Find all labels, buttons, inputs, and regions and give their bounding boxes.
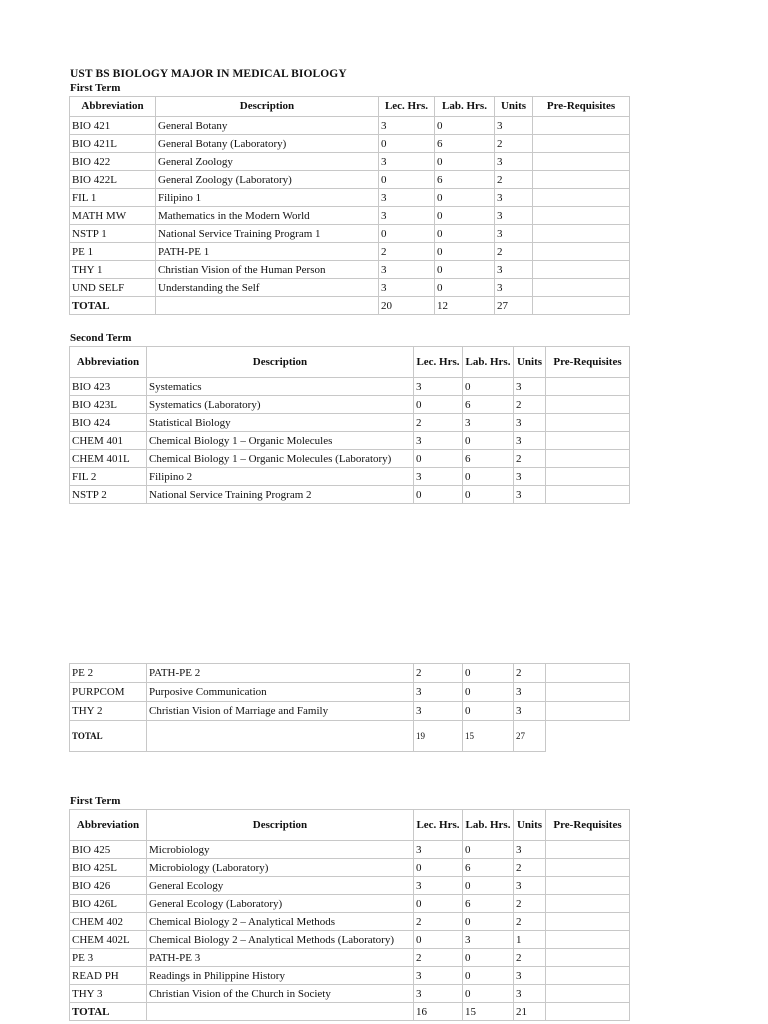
course-row: [70, 683, 630, 702]
lec-hours: 2: [414, 664, 463, 683]
course-row: [70, 171, 630, 189]
course-row: [70, 153, 630, 171]
lab-hours: 0: [463, 985, 514, 1003]
prerequisites: [533, 261, 630, 279]
lec-hours: 2: [414, 414, 463, 432]
lec-hours: 3: [414, 702, 463, 721]
lec-hours: 3: [414, 877, 463, 895]
lab-hours: 0: [435, 153, 495, 171]
course-code: NSTP 2: [70, 486, 147, 504]
term-3-label: First Term: [70, 795, 121, 807]
course-code: THY 3: [70, 985, 147, 1003]
prerequisites: [546, 985, 630, 1003]
units: 2: [495, 243, 533, 261]
course-code: NSTP 1: [70, 225, 156, 243]
course-code: FIL 1: [70, 189, 156, 207]
units: 2: [495, 135, 533, 153]
lab-hours: 3: [463, 414, 514, 432]
lec-hours: 3: [414, 985, 463, 1003]
lab-hours: 0: [435, 243, 495, 261]
total-prerequisites: [546, 1003, 630, 1021]
total-label: TOTAL: [70, 1003, 147, 1021]
units: 3: [514, 468, 546, 486]
prerequisites: [533, 171, 630, 189]
units: 3: [514, 877, 546, 895]
course-code: BIO 422L: [70, 171, 156, 189]
lab-hours: 3: [463, 931, 514, 949]
lab-hours: 0: [463, 702, 514, 721]
course-description: General Botany (Laboratory): [156, 135, 379, 153]
prerequisites: [546, 949, 630, 967]
term-1-header-row: [70, 97, 630, 117]
prerequisites: [533, 153, 630, 171]
course-description: Filipino 1: [156, 189, 379, 207]
prerequisites: [546, 702, 630, 721]
lab-hours: 0: [463, 378, 514, 396]
course-row: [70, 913, 630, 931]
prerequisites: [533, 189, 630, 207]
course-code: BIO 426: [70, 877, 147, 895]
units: 2: [495, 171, 533, 189]
course-code: PE 2: [70, 664, 147, 683]
lec-hours: 3: [414, 841, 463, 859]
total-lab-hours: 15: [463, 721, 514, 752]
course-code: CHEM 401: [70, 432, 147, 450]
units: 3: [495, 261, 533, 279]
units: 2: [514, 895, 546, 913]
course-row: [70, 450, 630, 468]
units: 3: [495, 225, 533, 243]
course-description: General Ecology (Laboratory): [147, 895, 414, 913]
course-description: Systematics: [147, 378, 414, 396]
course-description: Christian Vision of the Church in Society: [147, 985, 414, 1003]
prerequisites: [533, 117, 630, 135]
prerequisites: [546, 913, 630, 931]
course-row: [70, 468, 630, 486]
course-description: Statistical Biology: [147, 414, 414, 432]
prerequisites: [546, 895, 630, 913]
course-description: PATH-PE 2: [147, 664, 414, 683]
course-code: READ PH: [70, 967, 147, 985]
col-abbreviation: Abbreviation: [70, 810, 147, 841]
term-1-label: First Term: [70, 82, 121, 94]
prerequisites: [546, 859, 630, 877]
lec-hours: 3: [414, 378, 463, 396]
total-units: 21: [514, 1003, 546, 1021]
units: 3: [514, 702, 546, 721]
course-code: CHEM 401L: [70, 450, 147, 468]
lec-hours: 3: [379, 261, 435, 279]
term-1-table: [69, 96, 630, 315]
course-code: UND SELF: [70, 279, 156, 297]
total-prerequisites: [546, 721, 630, 752]
col-units: Units: [514, 347, 546, 378]
prerequisites: [546, 931, 630, 949]
lab-hours: 6: [463, 895, 514, 913]
course-code: PE 3: [70, 949, 147, 967]
course-row: [70, 931, 630, 949]
prerequisites: [546, 967, 630, 985]
lab-hours: 6: [435, 135, 495, 153]
document-title: UST BS BIOLOGY MAJOR IN MEDICAL BIOLOGY: [70, 68, 347, 80]
course-row: [70, 207, 630, 225]
units: 2: [514, 859, 546, 877]
total-label: TOTAL: [70, 297, 156, 315]
col-lab-hrs: Lab. Hrs.: [463, 347, 514, 378]
lab-hours: 0: [463, 664, 514, 683]
lab-hours: 0: [435, 207, 495, 225]
col-abbreviation: Abbreviation: [70, 97, 156, 117]
course-row: [70, 414, 630, 432]
lec-hours: 3: [379, 153, 435, 171]
course-row: [70, 378, 630, 396]
total-label: TOTAL: [70, 721, 147, 752]
course-code: BIO 422: [70, 153, 156, 171]
course-code: PURPCOM: [70, 683, 147, 702]
term-2-continued-table: [69, 663, 630, 752]
course-row: [70, 279, 630, 297]
course-row: [70, 432, 630, 450]
total-row: [70, 721, 630, 752]
lec-hours: 2: [379, 243, 435, 261]
course-code: BIO 424: [70, 414, 147, 432]
units: 3: [495, 117, 533, 135]
prerequisites: [546, 432, 630, 450]
units: 2: [514, 913, 546, 931]
units: 3: [495, 207, 533, 225]
course-row: [70, 189, 630, 207]
prerequisites: [546, 664, 630, 683]
course-row: [70, 117, 630, 135]
lab-hours: 0: [463, 877, 514, 895]
total-lec-hours: 20: [379, 297, 435, 315]
course-row: [70, 135, 630, 153]
course-description: Systematics (Laboratory): [147, 396, 414, 414]
units: 3: [514, 378, 546, 396]
lec-hours: 3: [379, 207, 435, 225]
prerequisites: [546, 841, 630, 859]
col-description: Description: [156, 97, 379, 117]
course-description: Mathematics in the Modern World: [156, 207, 379, 225]
course-code: THY 2: [70, 702, 147, 721]
course-row: [70, 895, 630, 913]
lec-hours: 3: [414, 683, 463, 702]
lab-hours: 0: [435, 189, 495, 207]
term-2-header-row: [70, 347, 630, 378]
lab-hours: 0: [463, 841, 514, 859]
lab-hours: 0: [463, 913, 514, 931]
term-3-table: [69, 809, 630, 1021]
course-row: [70, 877, 630, 895]
course-code: BIO 423: [70, 378, 147, 396]
prerequisites: [533, 279, 630, 297]
lab-hours: 0: [463, 432, 514, 450]
course-code: PE 1: [70, 243, 156, 261]
prerequisites: [546, 414, 630, 432]
course-row: [70, 949, 630, 967]
lab-hours: 6: [463, 396, 514, 414]
lec-hours: 0: [414, 859, 463, 877]
units: 1: [514, 931, 546, 949]
lab-hours: 6: [463, 450, 514, 468]
prerequisites: [546, 396, 630, 414]
course-code: THY 1: [70, 261, 156, 279]
units: 3: [514, 967, 546, 985]
lec-hours: 0: [414, 931, 463, 949]
col-lec-hrs: Lec. Hrs.: [414, 810, 463, 841]
lab-hours: 0: [463, 967, 514, 985]
lec-hours: 2: [414, 913, 463, 931]
course-description: Chemical Biology 2 – Analytical Methods: [147, 913, 414, 931]
course-description: General Zoology: [156, 153, 379, 171]
units: 3: [514, 985, 546, 1003]
course-row: [70, 396, 630, 414]
units: 3: [514, 414, 546, 432]
units: 2: [514, 396, 546, 414]
total-lec-hours: 16: [414, 1003, 463, 1021]
course-row: [70, 486, 630, 504]
term-2-label: Second Term: [70, 332, 132, 344]
col-lab-hrs: Lab. Hrs.: [435, 97, 495, 117]
lec-hours: 0: [414, 450, 463, 468]
course-code: BIO 421L: [70, 135, 156, 153]
course-row: [70, 967, 630, 985]
course-description: Readings in Philippine History: [147, 967, 414, 985]
course-description: General Zoology (Laboratory): [156, 171, 379, 189]
lec-hours: 3: [414, 432, 463, 450]
course-row: [70, 859, 630, 877]
prerequisites: [546, 683, 630, 702]
prerequisites: [533, 135, 630, 153]
col-units: Units: [514, 810, 546, 841]
lab-hours: 0: [463, 949, 514, 967]
col-units: Units: [495, 97, 533, 117]
units: 3: [514, 432, 546, 450]
lec-hours: 3: [379, 189, 435, 207]
total-description: [156, 297, 379, 315]
units: 2: [514, 450, 546, 468]
course-row: [70, 841, 630, 859]
total-row: [70, 297, 630, 315]
lab-hours: 0: [435, 225, 495, 243]
course-description: Christian Vision of the Human Person: [156, 261, 379, 279]
term-3-header-row: [70, 810, 630, 841]
course-code: BIO 423L: [70, 396, 147, 414]
course-code: CHEM 402: [70, 913, 147, 931]
lec-hours: 2: [414, 949, 463, 967]
lab-hours: 0: [463, 486, 514, 504]
total-lab-hours: 12: [435, 297, 495, 315]
col-lec-hrs: Lec. Hrs.: [414, 347, 463, 378]
col-lec-hrs: Lec. Hrs.: [379, 97, 435, 117]
course-code: BIO 425: [70, 841, 147, 859]
course-code: BIO 426L: [70, 895, 147, 913]
course-description: PATH-PE 3: [147, 949, 414, 967]
course-code: BIO 421: [70, 117, 156, 135]
lec-hours: 0: [379, 225, 435, 243]
prerequisites: [546, 450, 630, 468]
total-row: [70, 1003, 630, 1021]
course-row: [70, 261, 630, 279]
col-prerequisites: Pre-Requisites: [546, 810, 630, 841]
col-description: Description: [147, 347, 414, 378]
units: 3: [514, 683, 546, 702]
total-description: [147, 721, 414, 752]
total-units: 27: [495, 297, 533, 315]
prerequisites: [546, 378, 630, 396]
lab-hours: 0: [435, 279, 495, 297]
course-description: National Service Training Program 2: [147, 486, 414, 504]
prerequisites: [533, 225, 630, 243]
course-row: [70, 225, 630, 243]
course-code: MATH MW: [70, 207, 156, 225]
lec-hours: 0: [414, 895, 463, 913]
course-description: Understanding the Self: [156, 279, 379, 297]
course-description: General Ecology: [147, 877, 414, 895]
total-lec-hours: 19: [414, 721, 463, 752]
course-description: Chemical Biology 2 – Analytical Methods (Laboratory): [147, 931, 414, 949]
course-row: [70, 243, 630, 261]
lec-hours: 3: [414, 468, 463, 486]
units: 3: [495, 189, 533, 207]
course-description: National Service Training Program 1: [156, 225, 379, 243]
lec-hours: 0: [414, 486, 463, 504]
course-code: CHEM 402L: [70, 931, 147, 949]
course-description: Purposive Communication: [147, 683, 414, 702]
total-units: 27: [514, 721, 546, 752]
lec-hours: 3: [379, 117, 435, 135]
course-description: Filipino 2: [147, 468, 414, 486]
total-lab-hours: 15: [463, 1003, 514, 1021]
course-description: Christian Vision of Marriage and Family: [147, 702, 414, 721]
col-abbreviation: Abbreviation: [70, 347, 147, 378]
course-description: Microbiology (Laboratory): [147, 859, 414, 877]
col-description: Description: [147, 810, 414, 841]
prerequisites: [546, 468, 630, 486]
lab-hours: 6: [463, 859, 514, 877]
col-lab-hrs: Lab. Hrs.: [463, 810, 514, 841]
lab-hours: 0: [463, 683, 514, 702]
course-row: [70, 702, 630, 721]
lab-hours: 0: [463, 468, 514, 486]
course-description: Microbiology: [147, 841, 414, 859]
course-description: General Botany: [156, 117, 379, 135]
total-description: [147, 1003, 414, 1021]
lec-hours: 0: [379, 171, 435, 189]
term-2-table: [69, 346, 630, 504]
lec-hours: 3: [414, 967, 463, 985]
col-prerequisites: Pre-Requisites: [533, 97, 630, 117]
lab-hours: 6: [435, 171, 495, 189]
prerequisites: [533, 207, 630, 225]
prerequisites: [546, 486, 630, 504]
prerequisites: [533, 243, 630, 261]
prerequisites: [546, 877, 630, 895]
lab-hours: 0: [435, 261, 495, 279]
units: 3: [495, 153, 533, 171]
course-code: BIO 425L: [70, 859, 147, 877]
lec-hours: 0: [379, 135, 435, 153]
total-prerequisites: [533, 297, 630, 315]
course-row: [70, 985, 630, 1003]
course-row: [70, 664, 630, 683]
units: 2: [514, 949, 546, 967]
lec-hours: 0: [414, 396, 463, 414]
units: 3: [495, 279, 533, 297]
units: 3: [514, 841, 546, 859]
course-code: FIL 2: [70, 468, 147, 486]
col-prerequisites: Pre-Requisites: [546, 347, 630, 378]
lab-hours: 0: [435, 117, 495, 135]
course-description: PATH-PE 1: [156, 243, 379, 261]
lec-hours: 3: [379, 279, 435, 297]
units: 3: [514, 486, 546, 504]
units: 2: [514, 664, 546, 683]
course-description: Chemical Biology 1 – Organic Molecules (Laboratory): [147, 450, 414, 468]
course-description: Chemical Biology 1 – Organic Molecules: [147, 432, 414, 450]
